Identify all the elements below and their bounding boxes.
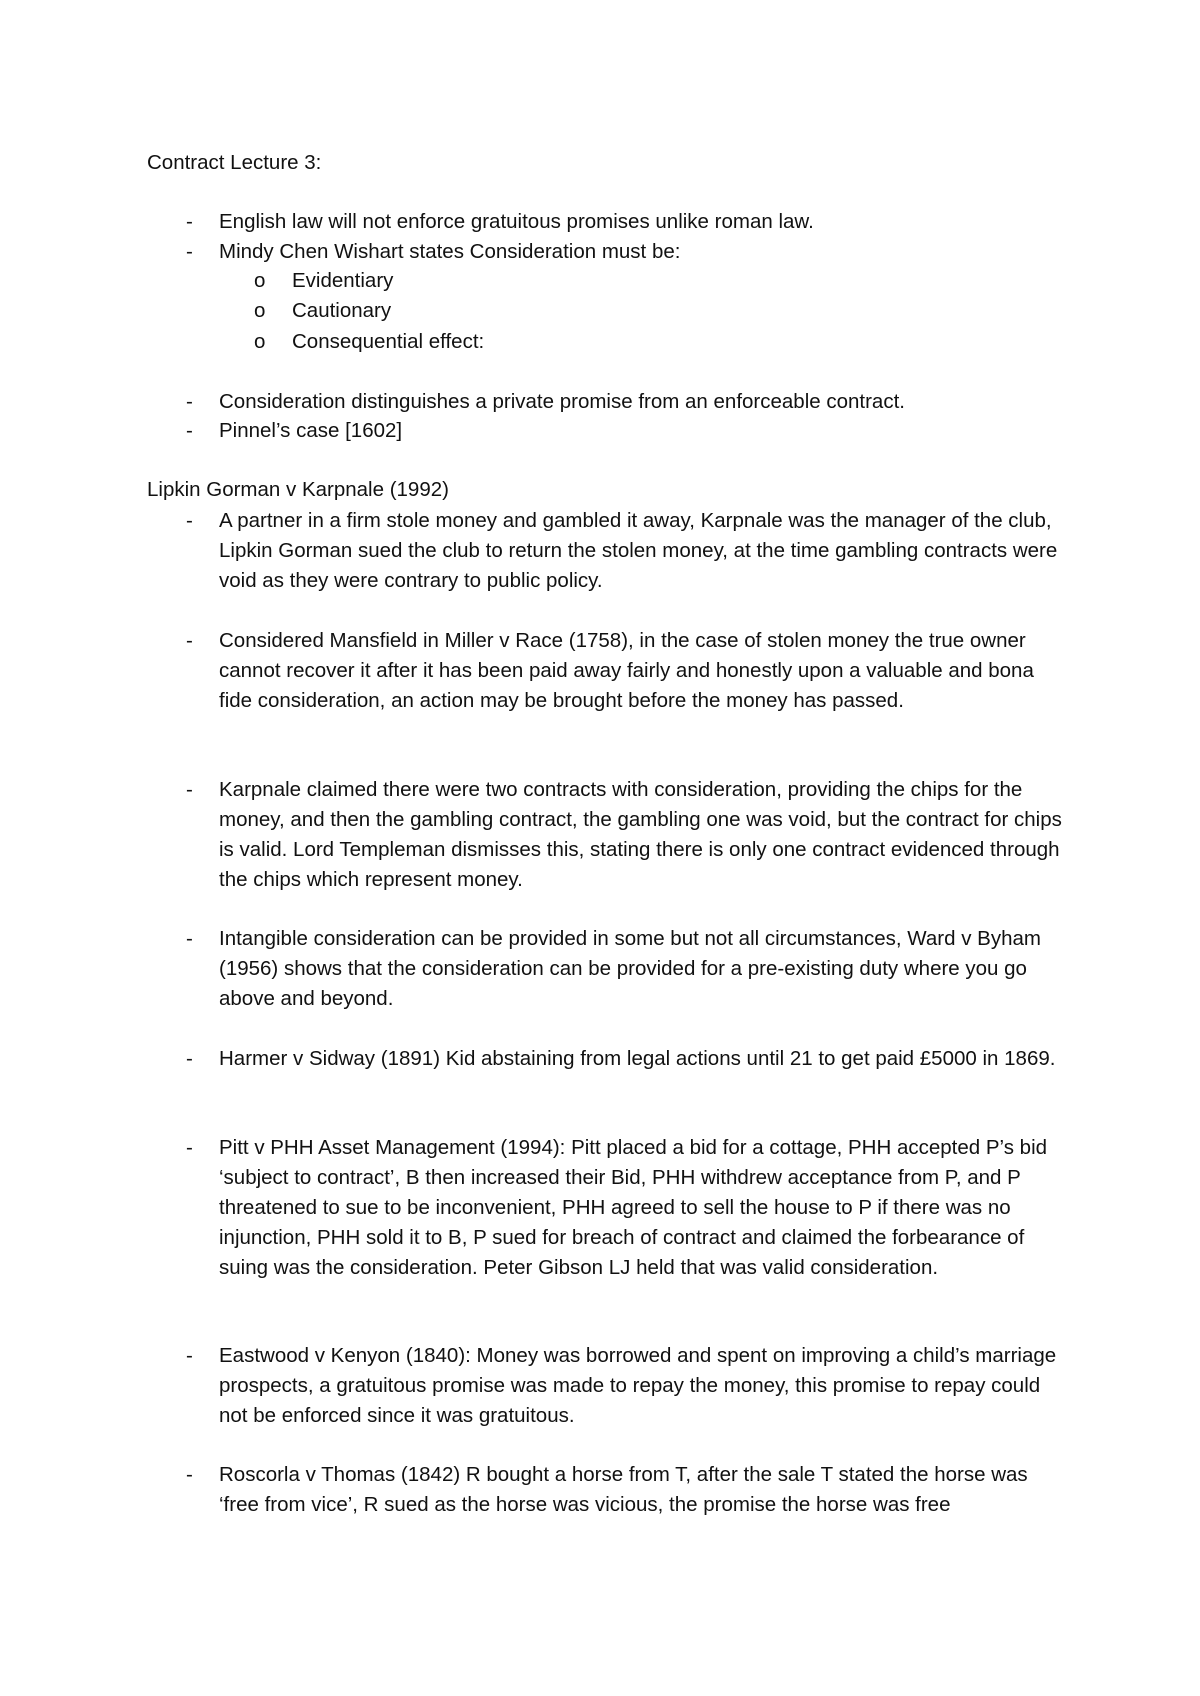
bullet-marker: - (186, 1463, 193, 1486)
bullet-text: Consideration distinguishes a private promise from an enforceable contract. (219, 390, 905, 413)
bullet-text: Eastwood v Kenyon (1840): Money was borrowed and spent on improving a child’s marriage prospects, a gratuitous promise was made to repay the money, this promise to repay could not be enforced since it was gratuitous. (219, 1344, 1057, 1427)
sub-bullet-marker: o (254, 269, 266, 292)
bullet-item (186, 1341, 1066, 1431)
sub-list-item (254, 296, 391, 326)
bullet-item (186, 506, 1066, 596)
bullet-item (186, 1133, 1066, 1283)
bullet-item (186, 1044, 1066, 1074)
bullet-marker: - (186, 390, 193, 413)
bullet-text: Pinnel’s case [1602] (219, 419, 403, 442)
bullet-item (186, 775, 1066, 895)
bullet-text: Mindy Chen Wishart states Consideration must be: (219, 240, 681, 263)
bullet-item (186, 1460, 1066, 1520)
bullet-text: Pitt v PHH Asset Management (1994): Pitt placed a bid for a cottage, PHH accepted P’s bid ‘subject to contract’, B then increased their Bid, PHH withdrew acceptance from P, and P threatened to sue to be inconvenient, PHH agreed to sell the house to P if there was no injunction, PHH sold it to B, P sued for breach of contract and claimed the forbearance of suing was the consideration. Peter Gibson LJ held that was valid consideration. (219, 1136, 1048, 1279)
sub-item-text: Consequential effect: (292, 330, 485, 353)
sub-bullet-marker: o (254, 299, 266, 322)
bullet-text: English law will not enforce gratuitous promises unlike roman law. (219, 210, 814, 233)
bullet-marker: - (186, 509, 193, 532)
bullet-marker: - (186, 1136, 193, 1159)
bullet-marker: - (186, 210, 193, 233)
bullet-marker: - (186, 419, 193, 442)
bullet-text: Harmer v Sidway (1891) Kid abstaining from legal actions until 21 to get paid £5000 in 1869. (219, 1047, 1056, 1070)
bullet-item (186, 416, 1066, 446)
bullet-item (186, 387, 1066, 417)
bullet-text: Roscorla v Thomas (1842) R bought a horse from T, after the sale T stated the horse was ‘free from vice’, R sued as the horse was vicious, the promise the horse was free (219, 1463, 1028, 1516)
bullet-item (186, 237, 1066, 267)
sub-list-item (254, 266, 393, 296)
sub-list-item (254, 327, 484, 357)
bullet-text: A partner in a firm stole money and gambled it away, Karpnale was the manager of the club, Lipkin Gorman sued the club to return the stolen money, at the time gambling contracts were void as they were contrary to public policy. (219, 509, 1058, 592)
bullet-item (186, 626, 1066, 716)
bullet-marker: - (186, 629, 193, 652)
bullet-item (186, 924, 1066, 1014)
bullet-item (186, 207, 1066, 237)
bullet-marker: - (186, 240, 193, 263)
bullet-text: Karpnale claimed there were two contracts with consideration, providing the chips for the money, and then the gambling contract, the gambling one was void, but the contract for chips is valid. Lord Templeman dismisses this, stating there is only one contract evidenced through the chips which represent money. (219, 778, 1062, 891)
bullet-marker: - (186, 778, 193, 801)
case-heading: Lipkin Gorman v Karpnale (1992) (147, 478, 449, 501)
bullet-marker: - (186, 927, 193, 950)
bullet-text: Intangible consideration can be provided in some but not all circumstances, Ward v Byham (1956) shows that the consideration can be provided for a pre-existing duty where you go above and beyond. (219, 927, 1041, 1010)
bullet-marker: - (186, 1047, 193, 1070)
bullet-text: Considered Mansfield in Miller v Race (1758), in the case of stolen money the true owner cannot recover it after it has been paid away fairly and honestly upon a valuable and bona fide consideration, an action may be brought before the money has passed. (219, 629, 1034, 712)
document-title: Contract Lecture 3: (147, 151, 322, 174)
sub-item-text: Evidentiary (292, 269, 394, 292)
sub-item-text: Cautionary (292, 299, 392, 322)
sub-bullet-marker: o (254, 330, 266, 353)
bullet-marker: - (186, 1344, 193, 1367)
